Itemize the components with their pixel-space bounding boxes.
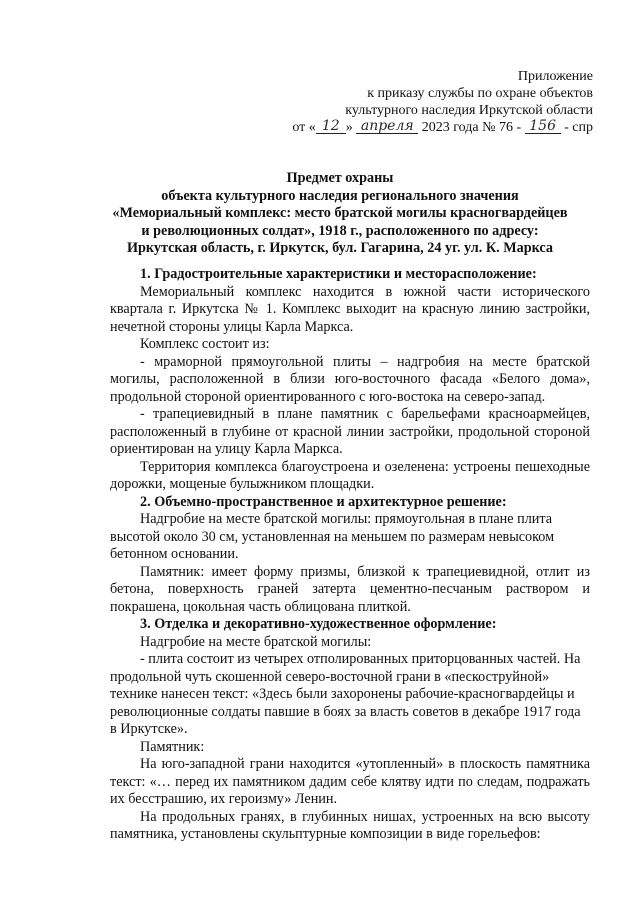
title-line-2: объекта культурного наследия регионального значения bbox=[161, 187, 519, 204]
date-prefix: от « bbox=[292, 120, 316, 135]
section-3-paragraph: - плита состоит из четырех отполированных приторцованных частей. На продольной чуть скошенной северо-восточной грани в «пескоструйной» технике нанесен текст: «Здесь были захоронены рабочие-красногвардейцы и революционные солдаты павшие в боях за власть советов в декабре 1917 года в Иркутске». bbox=[110, 651, 581, 737]
section-2-paragraph: Памятник: имеет форму призмы, близкой к трапециевидной, отлит из бетона, поверхность граней затерта цементно-песчаным раствором и покрашена, цокольная часть облицована плиткой. bbox=[110, 563, 590, 615]
section-1-paragraph: - мраморной прямоугольной плиты – надгробия на месте братской могилы, расположенной в близи юго-восточного фасада «Белого дома», продольной стороной ориентированного с юго-востока на северо-запад. bbox=[110, 353, 590, 405]
document-body bbox=[110, 266, 590, 844]
handwritten-number: 156 bbox=[525, 120, 561, 134]
section-3-heading: 3. Отделка и декоративно-художественное оформление: bbox=[140, 616, 497, 632]
section-3-paragraph: Памятник: bbox=[140, 738, 205, 755]
title-line-1: Предмет охраны bbox=[286, 170, 394, 186]
section-1-paragraph: Территория комплекса благоустроена и озеленена: устроены пешеходные дорожки, мощеные булыжником площадки. bbox=[110, 458, 590, 492]
section-3-paragraph: На юго-западной грани находится «утопленный» в плоскость памятника текст: «… перед их памятником дадим себе клятву идти по следам, подражать их бесстрашию, их героизму» Ленин. bbox=[110, 756, 590, 807]
section-2-paragraph: Надгробие на месте братской могилы: прямоугольная в плане плита высотой около 30 см, установленная на меньшем по размерам невысоком бетонном основании. bbox=[110, 511, 555, 562]
date-suffix: 2023 года № 76 - bbox=[421, 120, 522, 135]
appendix-header bbox=[292, 68, 593, 136]
section-1-heading: 1. Градостроительные характеристики и месторасположение: bbox=[140, 266, 537, 282]
appendix-agency-line: культурного наследия Иркутской области bbox=[345, 103, 593, 118]
handwritten-month: апреля bbox=[356, 120, 418, 134]
section-3-paragraph: На продольных гранях, в глубинных нишах, устроенных на всю высоту памятника, установлены скульптурные композиции в виде горельефов: bbox=[110, 808, 590, 842]
date-mid: » bbox=[345, 120, 353, 135]
section-2-heading: 2. Объемно-пространственное и архитектурное решение: bbox=[140, 493, 507, 510]
handwritten-day: 12 bbox=[316, 120, 346, 134]
document-title bbox=[60, 170, 620, 258]
title-line-4: и революционных солдат», 1918 г., расположенного по адресу: bbox=[141, 222, 539, 239]
title-line-3: «Мемориальный комплекс: место братской могилы красногвардейцев bbox=[112, 205, 568, 221]
appendix-date-line bbox=[292, 119, 593, 136]
section-1-paragraph: Мемориальный комплекс находится в южной части исторического квартала г. Иркутска № 1. Комплекс выходит на красную линию застройки, нечетной стороны улицы Карла Маркса. bbox=[110, 283, 590, 335]
section-3-paragraph: Надгробие на месте братской могилы: bbox=[140, 633, 372, 650]
section-1-paragraph: Комплекс состоит из: bbox=[140, 336, 270, 352]
appendix-label: Приложение bbox=[517, 69, 593, 84]
section-1-paragraph: - трапециевидный в плане памятник с барельефами красноармейцев, расположенный в глубине от красной линии застройки, продольной стороной ориентирован на улицу Карла Маркса. bbox=[110, 406, 590, 457]
appendix-order-line: к приказу службы по охране объектов bbox=[367, 86, 593, 101]
number-suffix: - спр bbox=[564, 120, 593, 135]
title-line-5: Иркутская область, г. Иркутск, бул. Гагарина, 24 уг. ул. К. Маркса bbox=[127, 240, 553, 256]
